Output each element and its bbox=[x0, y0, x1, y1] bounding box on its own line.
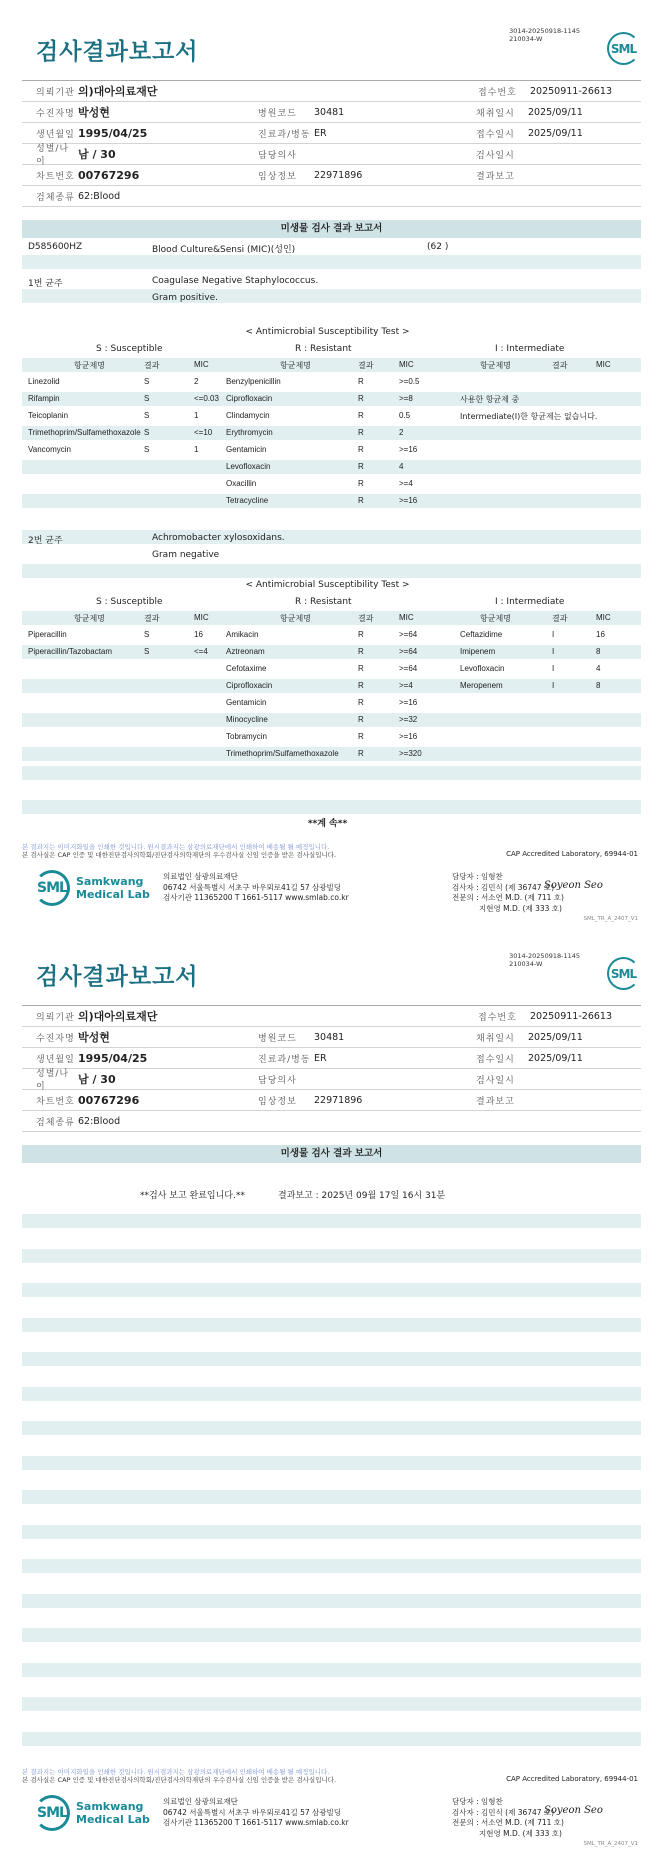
samkwang-logo: SML Samkwang Medical Lab bbox=[34, 1795, 150, 1831]
ast-cell: Ciprofloxacin bbox=[226, 394, 273, 403]
org1-name: Coagulase Negative Staphylococcus. bbox=[152, 276, 319, 286]
ast-row bbox=[22, 628, 641, 642]
ast-cell: R bbox=[358, 681, 364, 690]
ast-cell: 1 bbox=[194, 411, 199, 420]
ast-cell: <=10 bbox=[194, 428, 213, 437]
ast-cell: I bbox=[552, 664, 555, 673]
ast-cell: Vancomycin bbox=[28, 445, 71, 454]
signers: 담당자 : 임형찬 검사자 : 김민식 (제 36747 호) 전문의 : 서소연 M.D. (제 711 호) 지현영 M.D. (제 333 호) bbox=[452, 872, 564, 913]
section-header: 미생물 검사 결과 보고서 bbox=[22, 220, 641, 238]
footer-note-2: 본 검사실은 CAP 인증 및 대한진단검사의학회/진단검사의학재단의 우수검사실 신임 인증을 받은 검사실입니다. bbox=[22, 851, 337, 859]
ast-cell: R bbox=[358, 698, 364, 707]
signature: Soyeon Seo bbox=[544, 880, 603, 891]
ast-cell: 0.5 bbox=[399, 411, 411, 420]
doc-code: 3014-20250918-1145 210034-W bbox=[509, 952, 580, 968]
report-time: 결과보고 : 2025년 09월 17일 16시 31분 bbox=[278, 1191, 446, 1201]
org2-gram: Gram negative bbox=[152, 550, 220, 560]
ast-cell: Oxacillin bbox=[226, 479, 257, 488]
ast-cell: Benzylpenicillin bbox=[226, 377, 281, 386]
ast-col-header: 결과 bbox=[358, 614, 374, 623]
legend-r-2: R : Resistant bbox=[295, 597, 352, 607]
legend-i: I : Intermediate bbox=[495, 344, 565, 354]
test-name: Blood Culture&Sensi (MIC)(성인) bbox=[152, 245, 296, 255]
sml-logo-icon: SML bbox=[34, 1795, 70, 1831]
ast-col-header: 항균제명 bbox=[480, 614, 511, 623]
blank-band bbox=[22, 1352, 641, 1366]
org2-label: 2번 균주 bbox=[28, 536, 63, 546]
ast-cell: Erythromycin bbox=[226, 428, 273, 437]
ast-cell: <=0.03 bbox=[194, 394, 219, 403]
ast-cell: I bbox=[552, 681, 555, 690]
ast-col-header: 항균제명 bbox=[280, 614, 311, 623]
ast-cell: >=16 bbox=[399, 445, 418, 454]
ast-col-header: MIC bbox=[399, 613, 414, 622]
ast-cell: >=64 bbox=[399, 647, 418, 656]
ast-cell: R bbox=[358, 445, 364, 454]
ast-cell: >=16 bbox=[399, 496, 418, 505]
page-title: 검사결과보고서 bbox=[36, 39, 199, 65]
ast-row bbox=[22, 662, 641, 676]
blank-band bbox=[22, 1525, 641, 1539]
ast-cell: R bbox=[358, 715, 364, 724]
legend-s: S : Susceptible bbox=[96, 344, 163, 354]
blank-band bbox=[22, 1490, 641, 1504]
ast-cell: R bbox=[358, 496, 364, 505]
ast-cell: Ceftazidime bbox=[460, 630, 503, 639]
ast-col-header: 항균제명 bbox=[280, 361, 311, 370]
legend-i-2: I : Intermediate bbox=[495, 597, 565, 607]
ast-cell: Rifampin bbox=[28, 394, 60, 403]
ast-col-header: 결과 bbox=[144, 614, 160, 623]
ast2-title: < Antimicrobial Susceptibility Test > bbox=[245, 580, 410, 590]
ast-cell: 2 bbox=[194, 377, 199, 386]
ast-col-header: 항균제명 bbox=[480, 361, 511, 370]
form-version: SML_TR_A_2407_V1 bbox=[583, 916, 638, 922]
ast-cell: Piperacillin/Tazobactam bbox=[28, 647, 113, 656]
ast-row bbox=[22, 443, 641, 457]
signers: 담당자 : 임형찬 검사자 : 김민식 (제 36747 호) 전문의 : 서소연 M.D. (제 711 호) 지현영 M.D. (제 333 호) bbox=[452, 1797, 564, 1838]
ast-row bbox=[22, 747, 641, 761]
ast-col-header: 결과 bbox=[144, 361, 160, 370]
legend-s-2: S : Susceptible bbox=[96, 597, 163, 607]
ast-cell: I bbox=[552, 630, 555, 639]
ast-cell: R bbox=[358, 411, 364, 420]
ast-cell: 4 bbox=[399, 462, 404, 471]
signature: Soyeon Seo bbox=[544, 1805, 603, 1816]
ast-cell: Tetracycline bbox=[226, 496, 269, 505]
ast-row bbox=[22, 409, 641, 423]
blank-band bbox=[22, 1628, 641, 1642]
ast-row bbox=[22, 730, 641, 744]
blank-band bbox=[22, 1559, 641, 1573]
ast-cell: Amikacin bbox=[226, 630, 259, 639]
ast-cell: S bbox=[144, 394, 150, 403]
ast-header-row bbox=[22, 358, 641, 372]
ast-cell: 4 bbox=[596, 664, 601, 673]
ast-cell: S bbox=[144, 428, 150, 437]
blank-band bbox=[22, 1214, 641, 1228]
patient-info: 의뢰기관 의)대아의료재단 접수번호 20250911-26613 수진자명 박성현 병원코드 30481 채취일시 2025/09/11 생년월일 1995/04/25 진료과/병동 ER 접수일시 2025/09/11 성별/나이 남 / 30 담당의사 검사일시 차트번호 00767296 임상정보 22971896 결과보고 검체종류 62:Blood bbox=[22, 1005, 641, 1132]
ast-cell: Linezolid bbox=[28, 377, 60, 386]
ast-cell: R bbox=[358, 394, 364, 403]
ast-cell: <=4 bbox=[194, 647, 208, 656]
ast-cell: Meropenem bbox=[460, 681, 503, 690]
ast-col-header: MIC bbox=[194, 360, 209, 369]
sml-logo-icon: SML bbox=[607, 32, 640, 65]
test-code: D585600HZ bbox=[28, 242, 83, 252]
blank-band bbox=[22, 1283, 641, 1297]
ast-cell: S bbox=[144, 630, 150, 639]
ast-header-row bbox=[22, 611, 641, 625]
ast-cell: >=64 bbox=[399, 664, 418, 673]
ast-row bbox=[22, 645, 641, 659]
ast-row bbox=[22, 494, 641, 508]
ast-cell: 16 bbox=[194, 630, 203, 639]
ast-cell: Gentamicin bbox=[226, 445, 267, 454]
ast-cell: 8 bbox=[596, 647, 601, 656]
ast-cell: R bbox=[358, 428, 364, 437]
ast-col-header: MIC bbox=[596, 613, 611, 622]
complete-note: **검사 보고 완료입니다.** bbox=[140, 1191, 245, 1201]
ast-row bbox=[22, 679, 641, 693]
ast-cell: Minocycline bbox=[226, 715, 268, 724]
blank-band bbox=[22, 1387, 641, 1401]
ast-cell: R bbox=[358, 630, 364, 639]
ast-cell: >=0.5 bbox=[399, 377, 420, 386]
ast-row bbox=[22, 426, 641, 440]
ast-cell: Levofloxacin bbox=[460, 664, 505, 673]
ast-cell: R bbox=[358, 749, 364, 758]
ast-cell: >=64 bbox=[399, 630, 418, 639]
test-num: (62 ) bbox=[427, 242, 449, 252]
blank-band bbox=[22, 1456, 641, 1470]
ast-cell: Teicoplanin bbox=[28, 411, 69, 420]
sml-logo-icon: SML bbox=[34, 870, 70, 906]
ast-col-header: MIC bbox=[596, 360, 611, 369]
ast-cell: >=4 bbox=[399, 681, 413, 690]
lab-address: 의료법인 삼광의료재단 06742 서울특별시 서초구 바우뫼로41길 57 삼광빌딩 검사기관 11365200 T 1661-5117 www.smlab.co.kr bbox=[163, 1797, 349, 1827]
ast-cell: Ciprofloxacin bbox=[226, 681, 273, 690]
ast-col-header: MIC bbox=[399, 360, 414, 369]
ast-cell: Trimethoprim/Sulfamethoxazole bbox=[226, 749, 339, 758]
ast-row bbox=[22, 713, 641, 727]
ast-cell: Tobramycin bbox=[226, 732, 267, 741]
ast-col-header: 결과 bbox=[552, 361, 568, 370]
ast-row bbox=[22, 696, 641, 710]
ast-cell: Imipenem bbox=[460, 647, 496, 656]
org1-gram: Gram positive. bbox=[152, 293, 218, 303]
patient-info: 의뢰기관 의)대아의료재단 접수번호 20250911-26613 수진자명 박성현 병원코드 30481 채취일시 2025/09/11 생년월일 1995/04/25 진료과/병동 ER 접수일시 2025/09/11 성별/나이 남 / 30 담당의사 검사일시 차트번호 00767296 임상정보 22971896 결과보고 검체종류 62:Blood bbox=[22, 80, 641, 207]
blank-band bbox=[22, 1663, 641, 1677]
ast-cell: 1 bbox=[194, 445, 199, 454]
ast-cell: R bbox=[358, 664, 364, 673]
doc-code: 3014-20250918-1145 210034-W bbox=[509, 27, 580, 43]
ast-cell: Clindamycin bbox=[226, 411, 270, 420]
ast-cell: >=32 bbox=[399, 715, 418, 724]
ast-cell: S bbox=[144, 647, 150, 656]
ast-cell: Piperacillin bbox=[28, 630, 67, 639]
blank-band bbox=[22, 1249, 641, 1263]
cap-accreditation: CAP Accredited Laboratory, 69944-01 bbox=[506, 850, 638, 858]
ast-cell: S bbox=[144, 411, 150, 420]
ast-cell: >=320 bbox=[399, 749, 422, 758]
ast-cell: Levofloxacin bbox=[226, 462, 271, 471]
blank-band bbox=[22, 1421, 641, 1435]
ast-cell: >=8 bbox=[399, 394, 413, 403]
ast-cell: R bbox=[358, 479, 364, 488]
footer-note-1: 본 결과지는 이미지화일을 인쇄한 것입니다. 원시결과지는 삼광의료재단에서 인쇄하여 배송될 될 예정입니다. bbox=[22, 843, 330, 851]
org1-label: 1번 균주 bbox=[28, 279, 63, 289]
ast-cell: >=16 bbox=[399, 698, 418, 707]
ast-col-header: 결과 bbox=[552, 614, 568, 623]
ast-col-header: MIC bbox=[194, 613, 209, 622]
ast-cell: 16 bbox=[596, 630, 605, 639]
lab-address: 의료법인 삼광의료재단 06742 서울특별시 서초구 바우뫼로41길 57 삼광빌딩 검사기관 11365200 T 1661-5117 www.smlab.co.kr bbox=[163, 872, 349, 902]
ast-row bbox=[22, 392, 641, 406]
ast-cell: >=16 bbox=[399, 732, 418, 741]
ast-cell: I bbox=[552, 647, 555, 656]
ast-cell: Trimethoprim/Sulfamethoxazole bbox=[28, 428, 141, 437]
footer-note-2: 본 검사실은 CAP 인증 및 대한진단검사의학회/진단검사의학재단의 우수검사실 신임 인증을 받은 검사실입니다. bbox=[22, 1776, 337, 1784]
ast-cell: S bbox=[144, 377, 150, 386]
blank-band bbox=[22, 1318, 641, 1332]
ast-cell: R bbox=[358, 647, 364, 656]
ast-col-header: 항균제명 bbox=[74, 614, 105, 623]
cap-accreditation: CAP Accredited Laboratory, 69944-01 bbox=[506, 1775, 638, 1783]
ast-cell: S bbox=[144, 445, 150, 454]
ast-cell: >=4 bbox=[399, 479, 413, 488]
ast-row bbox=[22, 477, 641, 491]
ast-row bbox=[22, 460, 641, 474]
ast-col-header: 항균제명 bbox=[74, 361, 105, 370]
ast-cell: R bbox=[358, 462, 364, 471]
ast-cell: R bbox=[358, 732, 364, 741]
ast-cell: R bbox=[358, 377, 364, 386]
ast1-title: < Antimicrobial Susceptibility Test > bbox=[245, 327, 410, 337]
page-title: 검사결과보고서 bbox=[36, 964, 199, 990]
form-version: SML_TR_A_2407_V1 bbox=[583, 1841, 638, 1847]
ast-cell: Cefotaxime bbox=[226, 664, 267, 673]
org2-name: Achromobacter xylosoxidans. bbox=[152, 533, 285, 543]
ast-col-header: 결과 bbox=[358, 361, 374, 370]
ast-cell: Gentamicin bbox=[226, 698, 267, 707]
ast-cell: 8 bbox=[596, 681, 601, 690]
blank-band bbox=[22, 1594, 641, 1608]
section-header: 미생물 검사 결과 보고서 bbox=[22, 1145, 641, 1163]
footer-note-1: 본 결과지는 이미지화일을 인쇄한 것입니다. 원시결과지는 삼광의료재단에서 인쇄하여 배송될 될 예정입니다. bbox=[22, 1768, 330, 1776]
blank-band bbox=[22, 1697, 641, 1711]
sml-logo-icon: SML bbox=[607, 957, 640, 990]
ast-row bbox=[22, 375, 641, 389]
ast-cell: Aztreonam bbox=[226, 647, 265, 656]
blank-band bbox=[22, 1732, 641, 1746]
ast-cell: 사용한 항균제 중 bbox=[460, 395, 520, 404]
continued-note: **계 속** bbox=[307, 819, 348, 829]
ast-cell: Intermediate(I)한 항균제는 없습니다. bbox=[460, 412, 598, 421]
samkwang-logo: SML Samkwang Medical Lab bbox=[34, 870, 150, 906]
legend-r: R : Resistant bbox=[295, 344, 352, 354]
report-page-2 bbox=[0, 925, 655, 1850]
ast-cell: 2 bbox=[399, 428, 404, 437]
